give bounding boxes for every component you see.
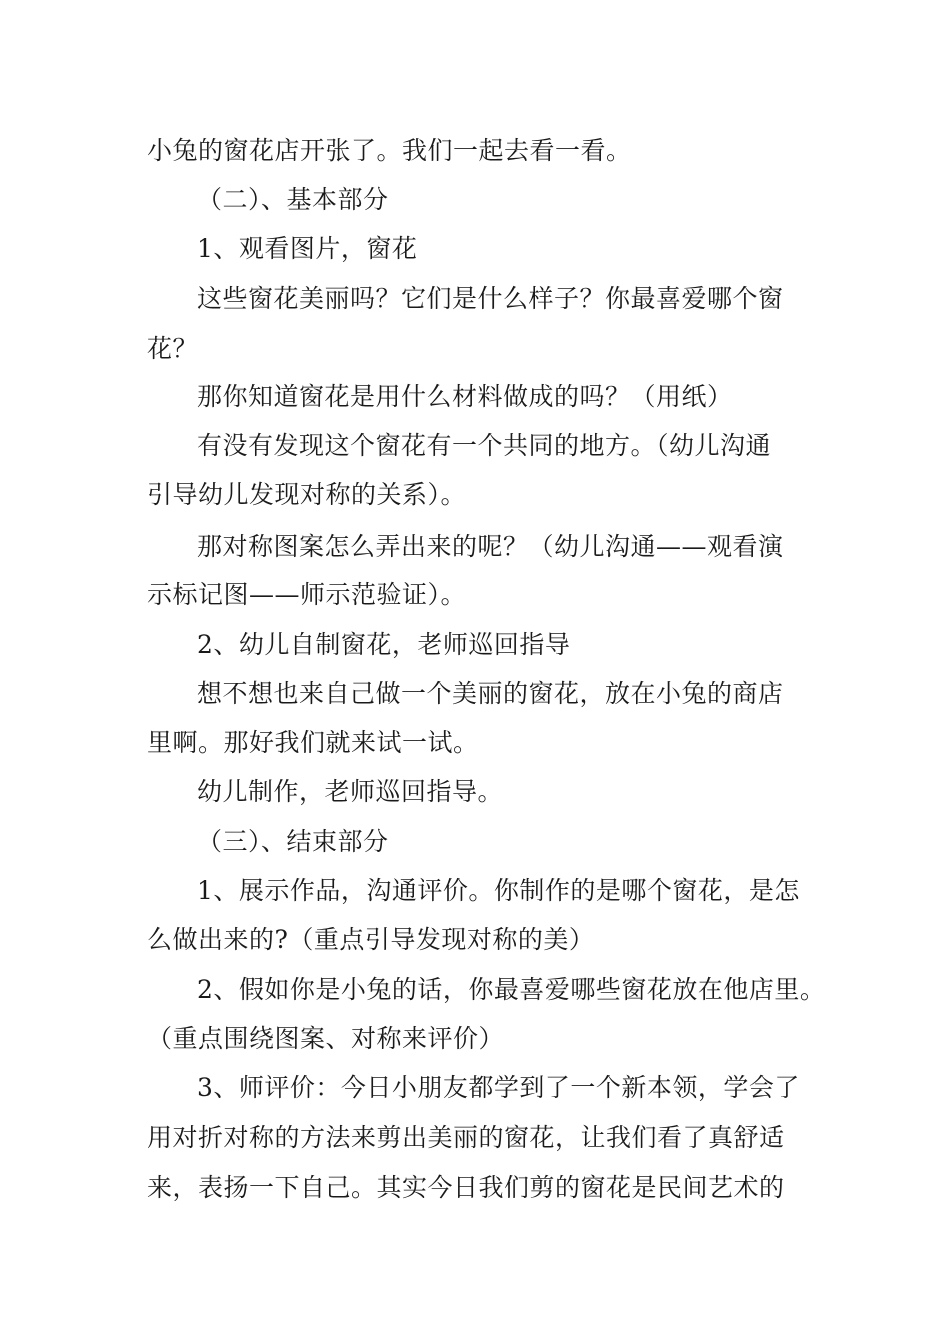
body-line: 里啊。那好我们就来试一试。 bbox=[147, 728, 479, 757]
step-heading: 1、观看图片，窗花 bbox=[197, 234, 418, 263]
body-line: 那你知道窗花是用什么材料做成的吗？（用纸） bbox=[197, 382, 733, 411]
body-line: 示标记图——师示范验证）。 bbox=[147, 580, 467, 609]
body-line: 有没有发现这个窗花有一个共同的地方。（幼儿沟通 bbox=[197, 431, 772, 460]
body-line: 幼儿制作，老师巡回指导。 bbox=[197, 777, 504, 806]
body-line: 花？ bbox=[147, 334, 199, 363]
body-line: 用对折对称的方法来剪出美丽的窗花，让我们看了真舒适 bbox=[147, 1123, 785, 1152]
body-line: 来，表扬一下自己。其实今日我们剪的窗花是民间艺术的 bbox=[147, 1173, 785, 1202]
step-heading: 3、师评价：今日小朋友都学到了一个新本领，学会了 bbox=[197, 1073, 800, 1102]
body-line: 想不想也来自己做一个美丽的窗花，放在小兔的商店 bbox=[197, 679, 784, 708]
body-line: 这些窗花美丽吗？它们是什么样子？你最喜爱哪个窗 bbox=[197, 284, 784, 313]
body-line: 么做出来的?（重点引导发现对称的美） bbox=[147, 925, 595, 954]
section-heading-basic: （二）、基本部分 bbox=[197, 185, 389, 214]
step-heading: 2、幼儿自制窗花，老师巡回指导 bbox=[197, 630, 571, 659]
step-heading: 2、假如你是小兔的话，你最喜爱哪些窗花放在他店里。 bbox=[197, 975, 826, 1004]
section-heading-end: （三）、结束部分 bbox=[197, 827, 389, 856]
body-line: 引导幼儿发现对称的关系）。 bbox=[147, 480, 467, 509]
step-heading: 1、展示作品，沟通评价。你制作的是哪个窗花，是怎 bbox=[197, 876, 800, 905]
body-line: （重点围绕图案、对称来评价） bbox=[147, 1024, 505, 1053]
body-line: 小兔的窗花店开张了。我们一起去看一看。 bbox=[147, 136, 632, 165]
body-line: 那对称图案怎么弄出来的呢？（幼儿沟通——观看演 bbox=[197, 532, 784, 561]
